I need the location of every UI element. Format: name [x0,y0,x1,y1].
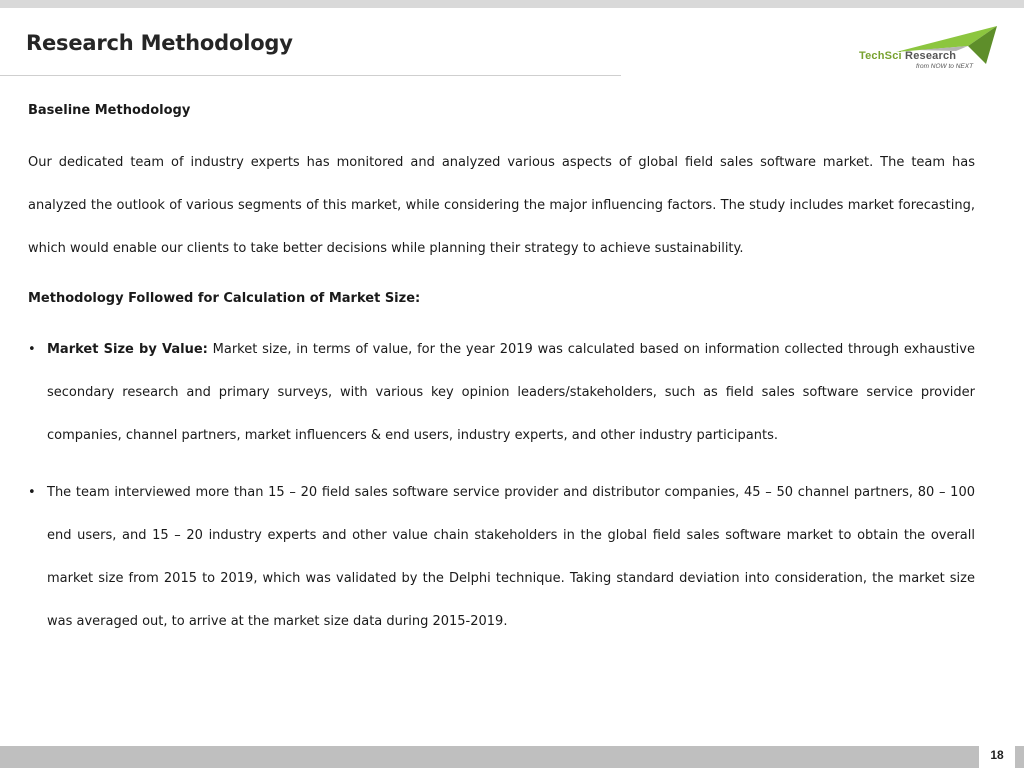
methodology-heading: Methodology Followed for Calculation of Market Size: [28,291,421,306]
page-title: Research Methodology [26,31,293,55]
baseline-paragraph: Our dedicated team of industry experts has monitored and analyzed various aspects of global field sales software market. The team has analyzed the outlook of various segments of this market, while considering the major influencing factors. The study includes market forecasting, which would enable our clients to take better decisions while planning their strategy to achieve sustainability. [28,155,975,256]
baseline-heading: Baseline Methodology [28,103,191,118]
bullet-marker: • [28,485,36,500]
list-item [28,328,975,457]
company-logo [856,24,1000,72]
top-accent-bar [0,0,1024,8]
bullet-text: The team interviewed more than 15 – 20 field sales software service provider and distributor companies, 45 – 50 channel partners, 80 – 100 end users, and 15 – 20 industry experts and other value chain stakeholders in the global field sales software market to obtain the overall market size from 2015 to 2019, which was validated by the Delphi technique. Taking standard deviation into consideration, the market size was averaged out, to arrive at the market size data during 2015-2019. [47,485,975,629]
title-divider [0,75,621,76]
logo-wordmark [859,50,956,62]
logo-name-part2: Research [905,50,957,62]
bullet-bold-lead: Market Size by Value: [47,342,208,357]
footer-bar [0,746,1024,768]
logo-name-part1: TechSci [859,50,902,62]
slide-content [28,96,975,643]
methodology-bullet-list [28,328,975,643]
list-item [28,471,975,643]
bullet-marker: • [28,342,36,357]
page-number: 18 [979,744,1015,768]
bullet-text: Market size, in terms of value, for the year 2019 was calculated based on information collected through exhaustive secondary research and primary surveys, with various key opinion leaders/stakeholders, such as field sales software service provider companies, channel partners, market influencers & end users, industry experts, and other industry participants. [47,342,975,443]
logo-tagline: from NOW to NEXT [916,63,974,70]
